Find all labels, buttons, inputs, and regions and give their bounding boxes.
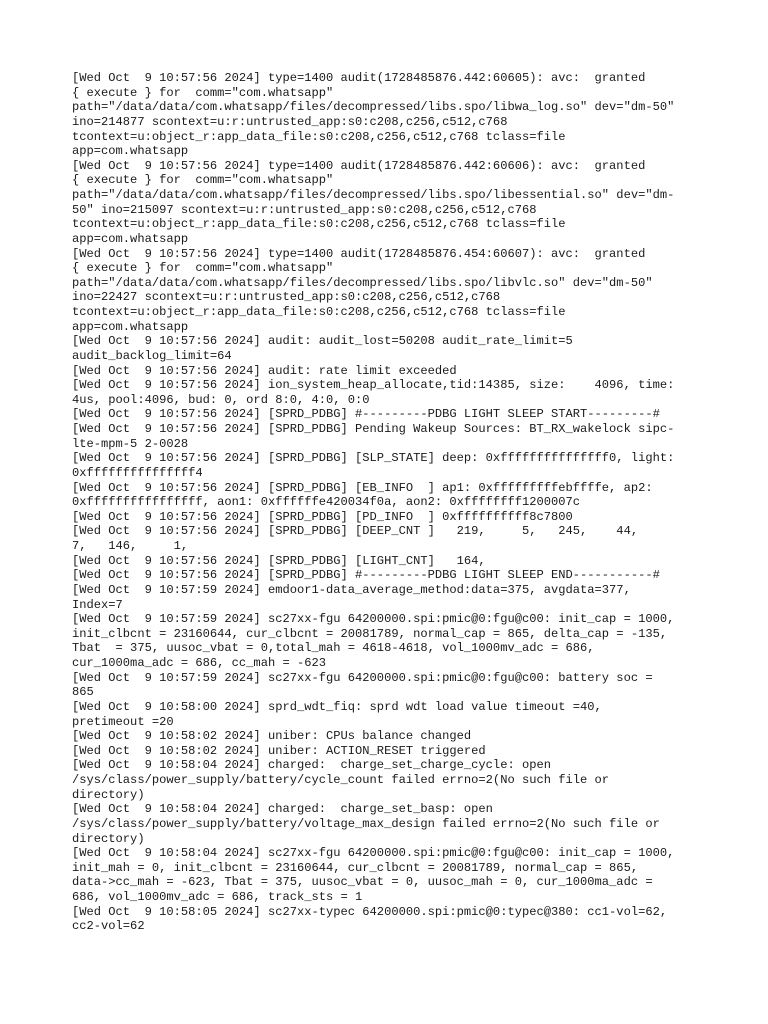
log-line: 0xffffffffffffffff, aon1: 0xffffffe420034f0a, aon2: 0xffffffff1200007c xyxy=(72,495,581,510)
log-line: [Wed Oct 9 10:58:02 2024] uniber: ACTION_RESET triggered xyxy=(72,743,486,758)
log-line: [Wed Oct 9 10:58:04 2024] sc27xx-fgu 64200000.spi:pmic@0:fgu@c00: init_cap = 1000, xyxy=(72,846,675,861)
log-line: [Wed Oct 9 10:57:56 2024] [SPRD_PDBG] [EB_INFO ] ap1: 0xfffffffffebffffe, ap2: xyxy=(72,480,653,495)
log-line: [Wed Oct 9 10:57:59 2024] sc27xx-fgu 64200000.spi:pmic@0:fgu@c00: battery soc = xyxy=(72,670,653,685)
log-line: [Wed Oct 9 10:57:56 2024] [SPRD_PDBG] [SLP_STATE] deep: 0xfffffffffffffff0, light: xyxy=(72,451,675,466)
log-line: [Wed Oct 9 10:58:04 2024] charged: charge_set_charge_cycle: open xyxy=(72,758,551,773)
log-line: init_mah = 0, init_clbcnt = 23160644, cur_clbcnt = 20081789, normal_cap = 865, xyxy=(72,860,639,875)
log-line: Index=7 xyxy=(72,597,123,612)
log-line: 865 xyxy=(72,685,94,700)
log-line: [Wed Oct 9 10:58:04 2024] charged: charge_set_basp: open xyxy=(72,802,493,817)
log-line: path="/data/data/com.whatsapp/files/decompressed/libs.spo/libessential.so" dev="dm- xyxy=(72,188,675,202)
log-line: [Wed Oct 9 10:57:56 2024] type=1400 audit(1728485876.442:60605): avc: granted xyxy=(72,71,646,85)
log-line: [Wed Oct 9 10:57:59 2024] sc27xx-fgu 64200000.spi:pmic@0:fgu@c00: init_cap = 1000, xyxy=(72,612,675,627)
log-line: Tbat = 375, uusoc_vbat = 0,total_mah = 4618-4618, vol_1000mv_adc = 686, xyxy=(72,641,595,656)
log-line: [Wed Oct 9 10:58:02 2024] uniber: CPUs balance changed xyxy=(72,729,472,744)
log-line: pretimeout =20 xyxy=(72,714,174,729)
log-line: /sys/class/power_supply/battery/cycle_count failed errno=2(No such file or xyxy=(72,773,610,787)
log-line: path="/data/data/com.whatsapp/files/decompressed/libs.spo/libvlc.so" dev="dm-50" xyxy=(72,275,653,290)
log-line: 50" ino=215097 scontext=u:r:untrusted_app:s0:c208,c256,c512,c768 xyxy=(72,202,537,217)
log-line: 686, vol_1000mv_adc = 686, track_sts = 1 xyxy=(72,890,363,904)
log-line: 4us, pool:4096, bud: 0, ord 8:0, 4:0, 0:0 xyxy=(72,392,370,407)
log-line: /sys/class/power_supply/battery/voltage_max_design failed errno=2(No such file or xyxy=(72,816,660,831)
log-line: ino=22427 scontext=u:r:untrusted_app:s0:c208,c256,c512,c768 xyxy=(72,290,501,305)
log-line: [Wed Oct 9 10:57:56 2024] ion_system_heap_allocate,tid:14385, size: 4096, time: xyxy=(72,378,675,393)
log-line: [Wed Oct 9 10:58:05 2024] sc27xx-typec 64200000.spi:pmic@0:typec@380: cc1-vol=62, xyxy=(72,904,668,919)
log-line: audit_backlog_limit=64 xyxy=(72,348,232,363)
log-line: data->cc_mah = -623, Tbat = 375, uusoc_vbat = 0, uusoc_mah = 0, cur_1000ma_adc = xyxy=(72,875,653,890)
log-line: tcontext=u:object_r:app_data_file:s0:c208,c256,c512,c768 tclass=file xyxy=(72,305,566,319)
log-line: directory) xyxy=(72,831,145,846)
log-line: path="/data/data/com.whatsapp/files/decompressed/libs.spo/libwa_log.so" dev="dm-50" xyxy=(72,100,675,115)
log-line: { execute } for comm="com.whatsapp" xyxy=(72,85,334,100)
log-line: { execute } for comm="com.whatsapp" xyxy=(72,261,334,276)
log-line: [Wed Oct 9 10:57:56 2024] [SPRD_PDBG] Pending Wakeup Sources: BT_RX_wakelock sipc- xyxy=(72,422,675,436)
log-line: directory) xyxy=(72,787,145,802)
log-line: [Wed Oct 9 10:57:56 2024] [SPRD_PDBG] [PD_INFO ] 0xffffffffff8c7800 xyxy=(72,509,573,524)
log-line: [Wed Oct 9 10:57:56 2024] type=1400 audit(1728485876.442:60606): avc: granted xyxy=(72,158,646,173)
log-line: [Wed Oct 9 10:57:56 2024] audit: rate limit exceeded xyxy=(72,363,457,378)
log-line: cc2-vol=62 xyxy=(72,919,145,934)
log-line: [Wed Oct 9 10:57:56 2024] [SPRD_PDBG] [LIGHT_CNT] 164, xyxy=(72,553,486,568)
log-line: [Wed Oct 9 10:57:56 2024] [SPRD_PDBG] [DEEP_CNT ] 219, 5, 245, 44, xyxy=(72,524,639,539)
log-line: app=com.whatsapp xyxy=(72,231,189,246)
log-line: [Wed Oct 9 10:57:59 2024] emdoor1-data_average_method:data=375, avgdata=377, xyxy=(72,582,631,597)
log-document xyxy=(72,71,712,934)
log-line: [Wed Oct 9 10:57:56 2024] type=1400 audit(1728485876.454:60607): avc: granted xyxy=(72,246,646,261)
log-line: 0xfffffffffffffff4 xyxy=(72,465,203,480)
log-line: [Wed Oct 9 10:57:56 2024] audit: audit_lost=50208 audit_rate_limit=5 xyxy=(72,334,573,349)
log-line: [Wed Oct 9 10:57:56 2024] [SPRD_PDBG] #---------PDBG LIGHT SLEEP END-----------# xyxy=(72,568,660,583)
log-line: init_clbcnt = 23160644, cur_clbcnt = 20081789, normal_cap = 865, delta_cap = -135, xyxy=(72,626,668,641)
log-line: [Wed Oct 9 10:58:00 2024] sprd_wdt_fiq: sprd wdt load value timeout =40, xyxy=(72,699,602,714)
log-line: [Wed Oct 9 10:57:56 2024] [SPRD_PDBG] #---------PDBG LIGHT SLEEP START---------# xyxy=(72,407,660,422)
log-line: app=com.whatsapp xyxy=(72,144,189,159)
log-line: ino=214877 scontext=u:r:untrusted_app:s0:c208,c256,c512,c768 xyxy=(72,114,508,129)
log-line: tcontext=u:object_r:app_data_file:s0:c208,c256,c512,c768 tclass=file xyxy=(72,129,566,144)
log-line: { execute } for comm="com.whatsapp" xyxy=(72,173,334,188)
log-line: 7, 146, 1, xyxy=(72,539,189,553)
log-line: tcontext=u:object_r:app_data_file:s0:c208,c256,c512,c768 tclass=file xyxy=(72,217,566,232)
log-line: app=com.whatsapp xyxy=(72,319,189,334)
log-line: cur_1000ma_adc = 686, cc_mah = -623 xyxy=(72,656,327,670)
log-line: lte-mpm-5 2-0028 xyxy=(72,436,189,451)
